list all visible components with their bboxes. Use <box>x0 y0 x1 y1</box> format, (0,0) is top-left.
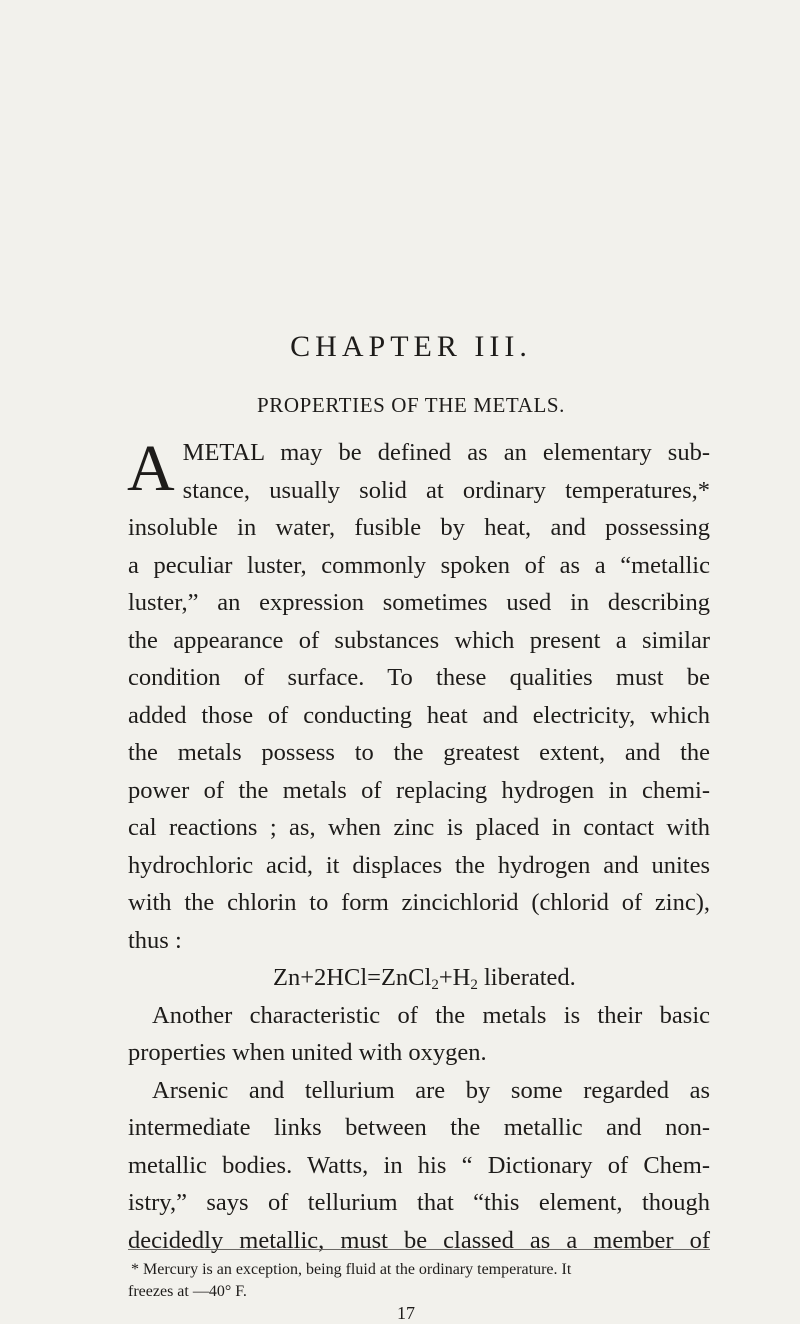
text-line: condition of surface. To these qualities must be <box>128 664 710 691</box>
paragraph-3 <box>128 1072 710 1260</box>
text-line: thus : <box>128 926 182 954</box>
text-line: istry,” says of tellurium that “this element, though <box>128 1189 710 1216</box>
equation-product-1: ZnCl <box>380 964 432 991</box>
text-line: with the chlorin to form zincichlorid (chlorid of zinc), <box>128 889 710 916</box>
text-line: Another characteristic of the metals is their basic <box>152 1001 710 1029</box>
text-line: cal reactions ; as, when zinc is placed in contact with <box>128 814 710 841</box>
footnote-divider <box>128 1249 710 1250</box>
text-line: the appearance of substances which present a similar <box>128 626 710 654</box>
equation-plus: + <box>438 964 453 991</box>
footnote-line: freezes at —40° F. <box>128 1283 247 1300</box>
text-line: insoluble in water, fusible by heat, and possessing <box>128 514 710 541</box>
paragraph-1 <box>128 434 710 959</box>
text-line: power of the metals of replacing hydrogen in chemi- <box>128 776 710 804</box>
equation-note: liberated. <box>483 964 576 991</box>
text-line: a peculiar luster, commonly spoken of as a “metallic <box>128 551 710 579</box>
equation-product-2: H <box>452 964 471 991</box>
section-title: PROPERTIES OF THE METALS. <box>256 393 566 417</box>
text-line: stance, usually solid at ordinary temperatures,* <box>182 476 710 504</box>
chapter-title: CHAPTER III. <box>290 330 532 363</box>
text-line: properties when united with oxygen. <box>128 1039 487 1066</box>
equation-equals: = <box>367 964 381 991</box>
drop-cap: A <box>127 432 175 505</box>
body-text <box>128 434 710 1259</box>
footnote-line: * Mercury is an exception, being fluid at the ordinary temperature. It <box>131 1261 572 1278</box>
text-line: intermediate links between the metallic and non- <box>128 1114 710 1141</box>
text-line: added those of conducting heat and electricity, which <box>128 701 710 729</box>
equation-reactants: Zn+2HCl <box>273 964 368 991</box>
text-line: Arsenic and tellurium are by some regarded as <box>152 1076 710 1104</box>
text-line: decidedly metallic, must be classed as a member of <box>128 1226 710 1254</box>
footnote <box>128 1259 710 1303</box>
text-line: the metals possess to the greatest extent, and the <box>128 739 710 766</box>
text-line: hydrochloric acid, it displaces the hydrogen and unites <box>128 851 710 879</box>
chemical-equation <box>128 959 710 997</box>
text-line: metallic bodies. Watts, in his “ Dictionary of Chem- <box>128 1151 710 1179</box>
text-line: luster,” an expression sometimes used in describing <box>128 589 710 616</box>
text-line: METAL may be defined as an elementary sub- <box>182 439 710 466</box>
equation-subscript: 2 <box>431 977 439 993</box>
paragraph-2 <box>128 997 710 1072</box>
equation-subscript: 2 <box>470 977 478 993</box>
page-number: 17 <box>397 1303 415 1323</box>
